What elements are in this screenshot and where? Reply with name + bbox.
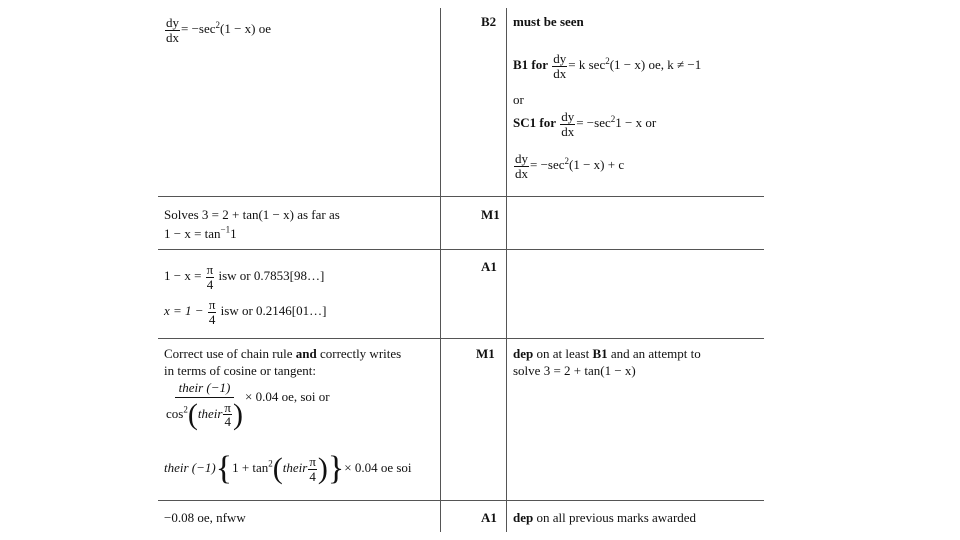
row3-line1: 1 − x = $\frac{\pi}{4}$ isw or 0.7853[98…] <box>164 262 325 292</box>
mark-scheme-table <box>158 8 764 532</box>
row5-mark: A1 <box>481 510 497 525</box>
row4-answer-line1: Correct use of chain rule and correctly writes <box>164 346 402 361</box>
row-divider <box>158 500 764 501</box>
row4-answer-line2: in terms of cosine or tangent: <box>164 363 316 378</box>
row-divider <box>158 249 764 250</box>
row-divider <box>158 196 764 197</box>
row1-guidance-must: must be seen <box>513 14 584 29</box>
row4-guidance-line2: solve 3 = 2 + tan(1 − x) <box>513 363 636 378</box>
row4-expression2: their $(-1)\{1 + \tan^2(their$ $\frac{\pi}{4}$ )}× 0.04 oe soi <box>164 450 412 487</box>
row4-guidance-line1: dep on at least B1 and an attempt to <box>513 346 701 361</box>
row5-guidance: dep on all previous marks awarded <box>513 510 697 525</box>
column-divider-answer <box>440 8 441 532</box>
row2-answer-line2: $1 - x = \tan^{-1}1$ <box>164 224 237 241</box>
row1-answer: $\frac{dy}{dx}$ = $-\sec^2(1 - x)$ oe <box>166 15 272 45</box>
row2-mark: M1 <box>481 207 500 222</box>
row4-mark: M1 <box>476 346 495 361</box>
row3-mark: A1 <box>481 259 497 274</box>
row1-guidance-or: or <box>513 92 524 107</box>
row1-guidance-alt: $\frac{dy}{dx}$ = $-\sec^2(1 - x) + c$ <box>515 151 625 181</box>
column-divider-mark <box>506 8 507 532</box>
row1-guidance-sc1: SC1 for $\frac{dy}{dx}$ = $-\sec^21 - x$ or <box>513 109 657 139</box>
row5-answer: −0.08 oe, nfww <box>164 510 246 525</box>
row1-guidance-b1: B1 for $\frac{dy}{dx}$ = k $\sec^2(1 - x)$ oe, k ≠ −1 <box>513 51 702 81</box>
row3-line2: x = 1 − $\frac{\pi}{4}$ isw or 0.2146[01…] <box>164 297 327 327</box>
row4-expression1: their (−1) $\cos^2(their$ $\frac{\pi}{4}$ ) × 0.04 oe, soi or <box>166 380 330 431</box>
row1-mark: B2 <box>481 14 497 29</box>
row-divider <box>158 338 764 339</box>
row2-answer-line1: Solves 3 = 2 + tan(1 − x) as far as <box>164 207 340 222</box>
